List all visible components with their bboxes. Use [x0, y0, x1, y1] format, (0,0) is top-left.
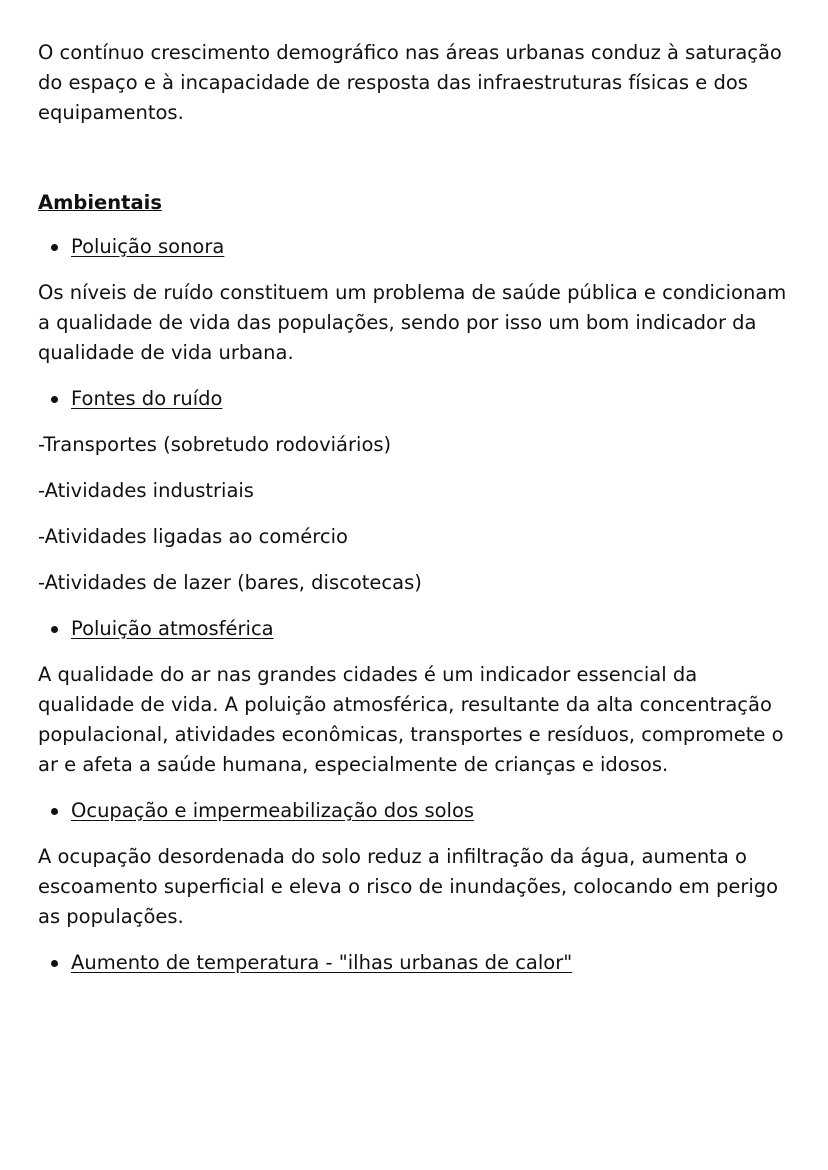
section-heading-ambientais: Ambientais [38, 191, 162, 214]
bullet-dot-icon [51, 808, 58, 815]
bullet-list-heat [38, 948, 794, 978]
paragraph-air: A qualidade do ar nas grandes cidades é um indicador essencial da qualidade de vida. A poluição atmosférica, resultante da alta concentração populacional, atividades econômicas, transportes e resíduos, compromete o ar e afeta a saúde humana, especialmente de crianças e idosos. [38, 663, 784, 776]
intro-paragraph: O contínuo crescimento demográfico nas áreas urbanas conduz à saturação do espaço e à incapacidade de resposta das infraestruturas físicas e dos equipamentos. [38, 41, 782, 124]
bullet-list-sources [38, 384, 794, 414]
bullet-dot-icon [51, 960, 58, 967]
bullet-label-air: Poluição atmosférica [71, 617, 274, 640]
bullet-item-noise [38, 232, 794, 262]
list-item: -Atividades industriais [38, 479, 254, 502]
bullet-label-noise: Poluição sonora [71, 235, 225, 258]
bullet-list-soil [38, 796, 794, 826]
bullet-dot-icon [51, 626, 58, 633]
bullet-label-heat: Aumento de temperatura - "ilhas urbanas de calor" [71, 951, 573, 974]
bullet-label-soil: Ocupação e impermeabilização dos solos [71, 799, 475, 822]
sources-list [38, 430, 794, 598]
bullet-list-air [38, 614, 794, 644]
bullet-list-noise [38, 232, 794, 262]
bullet-dot-icon [51, 396, 58, 403]
paragraph-noise: Os níveis de ruído constituem um problema de saúde pública e condicionam a qualidade de vida das populações, sendo por isso um bom indicador da qualidade de vida urbana. [38, 281, 787, 364]
bullet-item-sources [38, 384, 794, 414]
list-item: -Atividades de lazer (bares, discotecas) [38, 571, 422, 594]
bullet-dot-icon [51, 244, 58, 251]
paragraph-soil: A ocupação desordenada do solo reduz a infiltração da água, aumenta o escoamento superficial e eleva o risco de inundações, colocando em perigo as populações. [38, 845, 779, 928]
bullet-item-air [38, 614, 794, 644]
list-item: -Atividades ligadas ao comércio [38, 525, 348, 548]
list-item: -Transportes (sobretudo rodoviários) [38, 433, 392, 456]
bullet-item-soil [38, 796, 794, 826]
bullet-item-heat [38, 948, 794, 978]
bullet-label-sources: Fontes do ruído [71, 387, 223, 410]
